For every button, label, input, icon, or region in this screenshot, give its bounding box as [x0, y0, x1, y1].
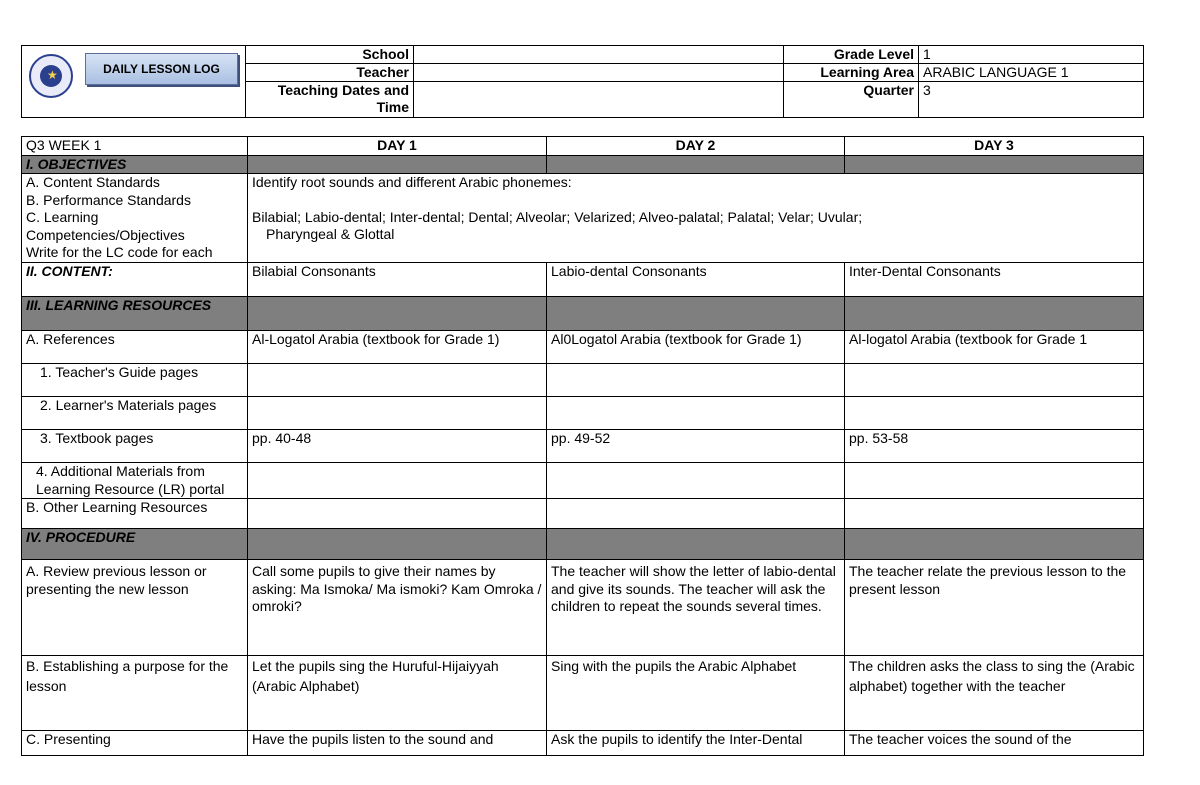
objectives-heading: I. OBJECTIVES [22, 155, 248, 174]
textbook-pages-label [22, 430, 248, 463]
learning-competencies-label: C. Learning Competencies/Objectives [26, 209, 185, 243]
school-label: School [246, 46, 414, 64]
procedure-heading: IV. PROCEDURE [22, 529, 248, 560]
performance-standards-label: B. Performance Standards [26, 191, 191, 208]
school-value [414, 46, 784, 64]
header-block [21, 45, 1143, 118]
purpose-day-2: Sing with the pupils the Arabic Alphabet [547, 656, 845, 731]
lc-code-label: Write for the LC code for each [26, 244, 213, 260]
deped-seal-logo: ★ [29, 54, 73, 98]
content-standards-label: A. Content Standards [26, 174, 160, 190]
review-day-2: The teacher will show the letter of labio-dental and give its sounds. The teacher will ask the children to repeat the sounds several times. [547, 560, 845, 656]
review-day-1: Call some pupils to give their names by asking: Ma Ismoka/ Ma ismoki? Kam Omroka / omroki? [248, 560, 547, 656]
objectives-text [248, 174, 1144, 263]
learners-materials-label-text: 2. Learner's Materials pages [40, 397, 217, 413]
quarter-value: 3 [919, 82, 1144, 118]
purpose-label: B. Establishing a purpose for the lesson [22, 656, 248, 731]
teacher-value [414, 64, 784, 82]
teachers-guide-label-text: 1. Teacher's Guide pages [40, 364, 199, 380]
objectives-line-2: Bilabial; Labio-dental; Inter-dental; Dental; Alveolar; Velarized; Alveo-palatal; Palatal; Velar; Uvular; [252, 208, 863, 225]
learning-resources-heading: III. LEARNING RESOURCES [22, 297, 248, 331]
daily-lesson-log-badge: DAILY LESSON LOG [85, 53, 238, 85]
teaching-dates-label [246, 82, 414, 118]
objectives-line-1: Identify root sounds and different Arabic phonemes: [252, 174, 572, 190]
textbook-pages-day-1: pp. 40-48 [248, 430, 547, 463]
presenting-day-1: Have the pupils listen to the sound and [248, 731, 547, 756]
presenting-day-3: The teacher voices the sound of the [845, 731, 1144, 756]
learning-area-label: Learning Area [784, 64, 919, 82]
purpose-day-3: The children asks the class to sing the (Arabic alphabet) together with the teacher [845, 656, 1144, 731]
day-1-header: DAY 1 [248, 137, 547, 156]
additional-materials-label [22, 463, 248, 499]
grade-level-label: Grade Level [784, 46, 919, 64]
review-day-3: The teacher relate the previous lesson to the present lesson [845, 560, 1144, 656]
references-day-3: Al-logatol Arabia (textbook for Grade 1 [845, 331, 1144, 364]
objectives-labels [22, 174, 248, 263]
grade-level-value: 1 [919, 46, 1144, 64]
teaching-dates-value [414, 82, 784, 118]
day-3-header: DAY 3 [845, 137, 1144, 156]
objectives-line-3: Pharyngeal & Glottal [266, 226, 395, 242]
learning-area-value: ARABIC LANGUAGE 1 [919, 64, 1144, 82]
lesson-log-table [21, 136, 1143, 756]
teaching-dates-label-line2: Time [376, 99, 409, 115]
logo-cell [22, 46, 246, 118]
teacher-label: Teacher [246, 64, 414, 82]
teachers-guide-label [22, 364, 248, 397]
day-2-header: DAY 2 [547, 137, 845, 156]
content-day-2: Labio-dental Consonants [547, 263, 845, 297]
presenting-label: C. Presenting [22, 731, 248, 756]
quarter-label: Quarter [784, 82, 919, 118]
references-label: A. References [22, 331, 248, 364]
presenting-day-2: Ask the pupils to identify the Inter-Dental [547, 731, 845, 756]
week-label: Q3 WEEK 1 [22, 137, 248, 156]
references-day-1: Al-Logatol Arabia (textbook for Grade 1) [248, 331, 547, 364]
learners-materials-label [22, 397, 248, 430]
other-resources-label: B. Other Learning Resources [22, 499, 248, 529]
content-day-1: Bilabial Consonants [248, 263, 547, 297]
review-label: A. Review previous lesson or presenting the new lesson [22, 560, 248, 656]
textbook-pages-day-3: pp. 53-58 [845, 430, 1144, 463]
textbook-pages-label-text: 3. Textbook pages [40, 430, 154, 446]
textbook-pages-day-2: pp. 49-52 [547, 430, 845, 463]
additional-materials-label-text: 4. Additional Materials from Learning Resource (LR) portal [36, 463, 225, 497]
purpose-day-1: Let the pupils sing the Huruful-Hijaiyyah (Arabic Alphabet) [248, 656, 547, 731]
content-label: II. CONTENT: [22, 263, 248, 297]
references-day-2: Al0Logatol Arabia (textbook for Grade 1) [547, 331, 845, 364]
teaching-dates-label-line1: Teaching Dates and [277, 82, 409, 98]
content-day-3: Inter-Dental Consonants [845, 263, 1144, 297]
